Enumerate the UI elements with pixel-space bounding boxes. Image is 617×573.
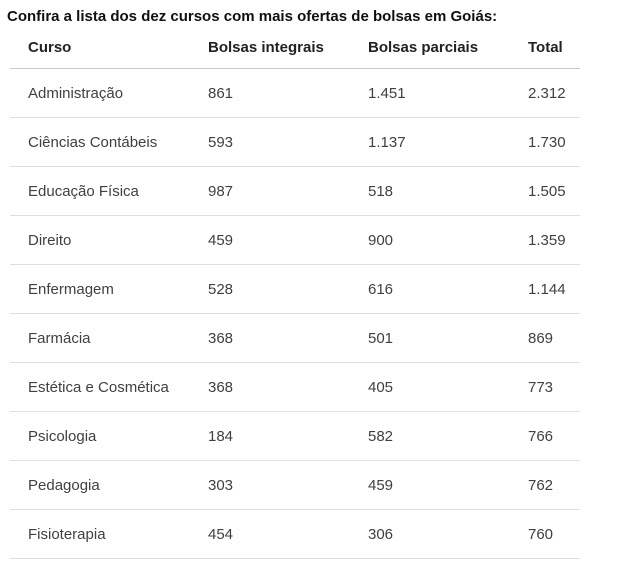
table-header [10,28,580,69]
cell-curso: Farmácia [10,314,190,363]
cell-total: 760 [510,510,580,559]
cell-total: 773 [510,363,580,412]
cell-bolsas-integrais: 987 [190,167,350,216]
table-row [10,461,580,510]
table-row [10,167,580,216]
cell-bolsas-parciais: 518 [350,167,510,216]
cell-bolsas-parciais: 1.137 [350,118,510,167]
cell-bolsas-integrais: 459 [190,216,350,265]
cell-curso: Psicologia [10,412,190,461]
cell-bolsas-parciais: 306 [350,510,510,559]
cell-total: 1.505 [510,167,580,216]
cell-bolsas-integrais: 528 [190,265,350,314]
cell-curso: Enfermagem [10,265,190,314]
column-header-curso: Curso [10,28,190,69]
table-body [10,69,580,559]
table-row [10,265,580,314]
cell-bolsas-integrais: 593 [190,118,350,167]
table-row [10,363,580,412]
cell-total: 869 [510,314,580,363]
cell-bolsas-parciais: 582 [350,412,510,461]
cell-bolsas-integrais: 303 [190,461,350,510]
cell-curso: Ciências Contábeis [10,118,190,167]
cell-curso: Direito [10,216,190,265]
cell-curso: Estética e Cosmética [10,363,190,412]
cell-curso: Educação Física [10,167,190,216]
cell-curso: Administração [10,69,190,118]
cell-total: 766 [510,412,580,461]
scholarships-table [10,28,580,559]
cell-bolsas-parciais: 900 [350,216,510,265]
cell-bolsas-parciais: 501 [350,314,510,363]
column-header-bolsas-parciais: Bolsas parciais [350,28,510,69]
cell-bolsas-integrais: 184 [190,412,350,461]
cell-bolsas-parciais: 616 [350,265,510,314]
table-row [10,510,580,559]
cell-total: 1.730 [510,118,580,167]
scholarships-table-container [10,28,580,559]
cell-bolsas-parciais: 459 [350,461,510,510]
cell-total: 1.144 [510,265,580,314]
cell-bolsas-integrais: 454 [190,510,350,559]
table-row [10,118,580,167]
cell-bolsas-integrais: 861 [190,69,350,118]
table-row [10,314,580,363]
cell-curso: Pedagogia [10,461,190,510]
cell-bolsas-parciais: 405 [350,363,510,412]
cell-total: 1.359 [510,216,580,265]
column-header-total: Total [510,28,580,69]
column-header-bolsas-integrais: Bolsas integrais [190,28,350,69]
table-row [10,69,580,118]
cell-total: 2.312 [510,69,580,118]
cell-bolsas-integrais: 368 [190,363,350,412]
table-row [10,412,580,461]
cell-curso: Fisioterapia [10,510,190,559]
page-title: Confira a lista dos dez cursos com mais ofertas de bolsas em Goiás: [7,8,498,25]
cell-bolsas-parciais: 1.451 [350,69,510,118]
cell-total: 762 [510,461,580,510]
cell-bolsas-integrais: 368 [190,314,350,363]
header-row [10,28,580,69]
table-row [10,216,580,265]
